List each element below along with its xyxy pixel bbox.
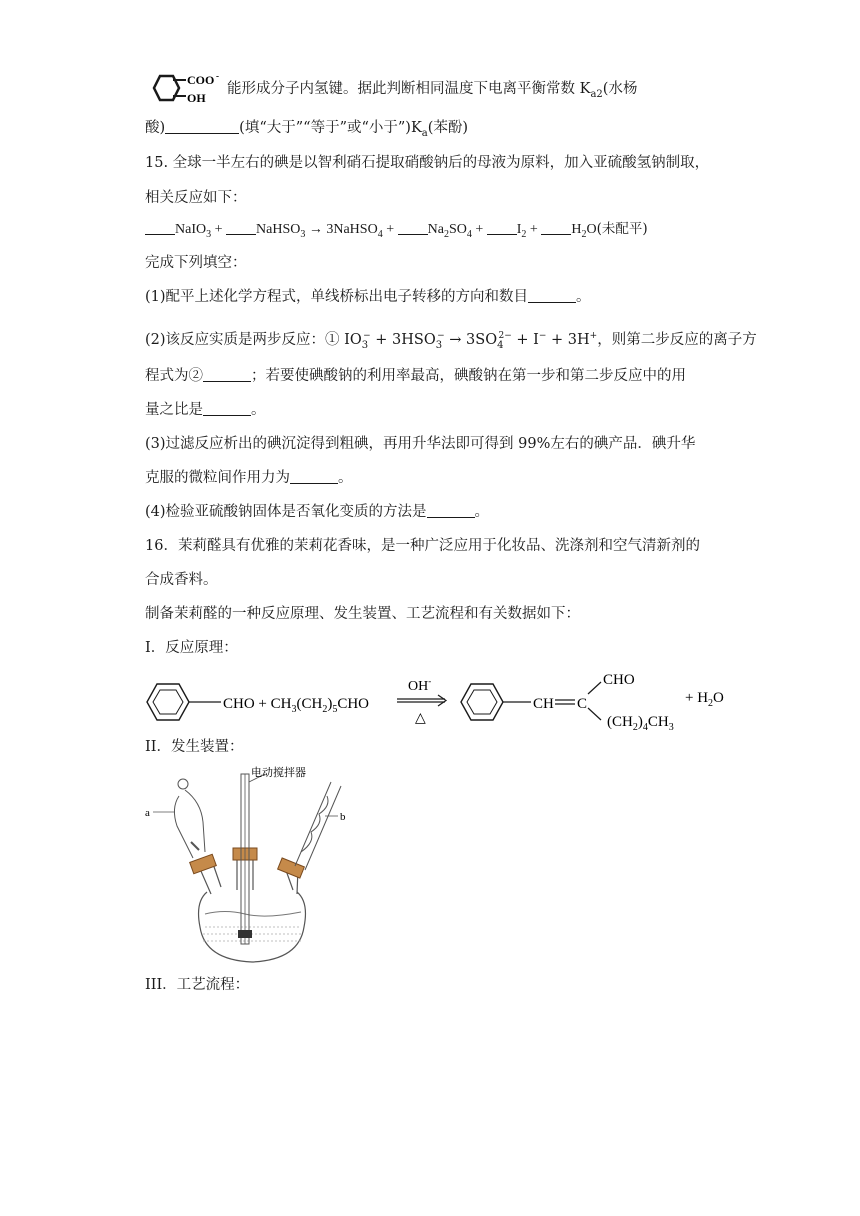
answer-blank-p3[interactable] bbox=[290, 469, 338, 484]
coef-blank-2[interactable] bbox=[226, 220, 256, 235]
q15-fill-prompt: 完成下列填空： bbox=[145, 255, 247, 271]
q16-section-3: III．工艺流程： bbox=[145, 977, 250, 993]
q16-intro-1: 16．茉莉醛具有优雅的茉莉花香味，是一种广泛应用于化妆品、洗涤剂和空气清新剂的 bbox=[145, 538, 700, 554]
salicylate-structure bbox=[146, 72, 226, 110]
q16-intro-3: 制备茉莉醛的一种反应原理、发生装置、工艺流程和有关数据如下： bbox=[145, 606, 580, 622]
svg-text:+ H2O: + $H_2O$ bbox=[685, 690, 724, 709]
answer-blank-p2a[interactable] bbox=[203, 367, 251, 382]
q15-part3-line1: (3)过滤反应析出的碘沉淀得到粗碘，再用升华法即可得到 99%左右的碘产品．碘升华 bbox=[145, 436, 696, 452]
struct-oh: OH bbox=[187, 91, 206, 105]
answer-blank[interactable] bbox=[165, 119, 239, 134]
coef-blank-4[interactable] bbox=[487, 220, 517, 235]
q15-intro-2: 相关反应如下： bbox=[145, 190, 247, 206]
struct-coo-sup: - bbox=[216, 72, 219, 81]
svg-text:△: △ bbox=[415, 711, 426, 726]
svg-text:CHO: CHO bbox=[603, 672, 635, 688]
q15-equation: NaIO$_3$ + NaHSO$_3$ → 3NaHSO$_4$ + $Na_2SO_4 + I_2 + H_2O$(未配平) bbox=[145, 219, 648, 245]
answer-blank-p1[interactable] bbox=[528, 288, 576, 303]
q14-line1: 能形成分子内氢键。据此判断相同温度下电离平衡常数 $K_{a2}$(水杨 bbox=[227, 81, 638, 100]
svg-text:OH-: OH- bbox=[408, 676, 432, 694]
q15-part4: (4)检验亚硫酸钠固体是否氧化变质的方法是 。 bbox=[145, 504, 490, 520]
q15-part1: (1)配平上述化学方程式，单线桥标出电子转移的方向和数目 。 bbox=[145, 289, 591, 305]
coef-blank-1[interactable] bbox=[145, 220, 175, 235]
q15-part3-line2: 克服的微粒间作用力为 。 bbox=[145, 470, 353, 486]
q16-section-2: II．发生装置： bbox=[145, 739, 244, 755]
coef-blank-3[interactable] bbox=[398, 220, 428, 235]
svg-text:电动搅拌器: 电动搅拌器 bbox=[251, 767, 306, 779]
svg-text:CHO + CH3(CH2)5CHO: CHO + $CH_3(CH_2)_5CHO$ bbox=[223, 696, 369, 715]
q16-intro-2: 合成香料。 bbox=[145, 572, 218, 588]
struct-coo: COO bbox=[187, 73, 215, 87]
q15-part2-line2: 程式为② ；若要使碘酸钠的利用率最高，碘酸钠在第一步和第二步反应中的用 bbox=[145, 368, 686, 384]
answer-blank-p4[interactable] bbox=[427, 503, 475, 518]
q16-section-1: I．反应原理： bbox=[145, 640, 238, 656]
reaction-scheme bbox=[145, 664, 745, 734]
answer-blank-p2b[interactable] bbox=[203, 401, 251, 416]
svg-text:(CH2)4CH3: $(CH_2)_4CH_3$ bbox=[607, 714, 674, 733]
reaction-apparatus bbox=[145, 762, 360, 967]
q14-line2: 酸) (填“大于”“等于”或“小于$”)K_a$(苯酚) bbox=[145, 120, 469, 139]
coef-blank-5[interactable] bbox=[541, 220, 571, 235]
benzene-ring-icon bbox=[147, 684, 189, 720]
svg-text:C: C bbox=[577, 696, 588, 712]
q15-part2-line1: (2)该反应实质是两步反应：① $IO_3^- + 3HSO_3^- \to 3SO_4^{2-} + I^- + 3H^+$，则第二步反应的离子方 bbox=[145, 331, 757, 351]
benzene-ring-icon bbox=[461, 684, 503, 720]
svg-text:b: b bbox=[340, 811, 346, 823]
svg-text:a: a bbox=[145, 807, 150, 819]
q15-part2-line3: 量之比是 。 bbox=[145, 402, 266, 418]
svg-text:CH: CH bbox=[533, 696, 554, 712]
q15-intro-1: 15. 全球一半左右的碘是以智利硝石提取硝酸钠后的母液为原料，加入亚硫酸氢钠制取， bbox=[145, 155, 710, 171]
